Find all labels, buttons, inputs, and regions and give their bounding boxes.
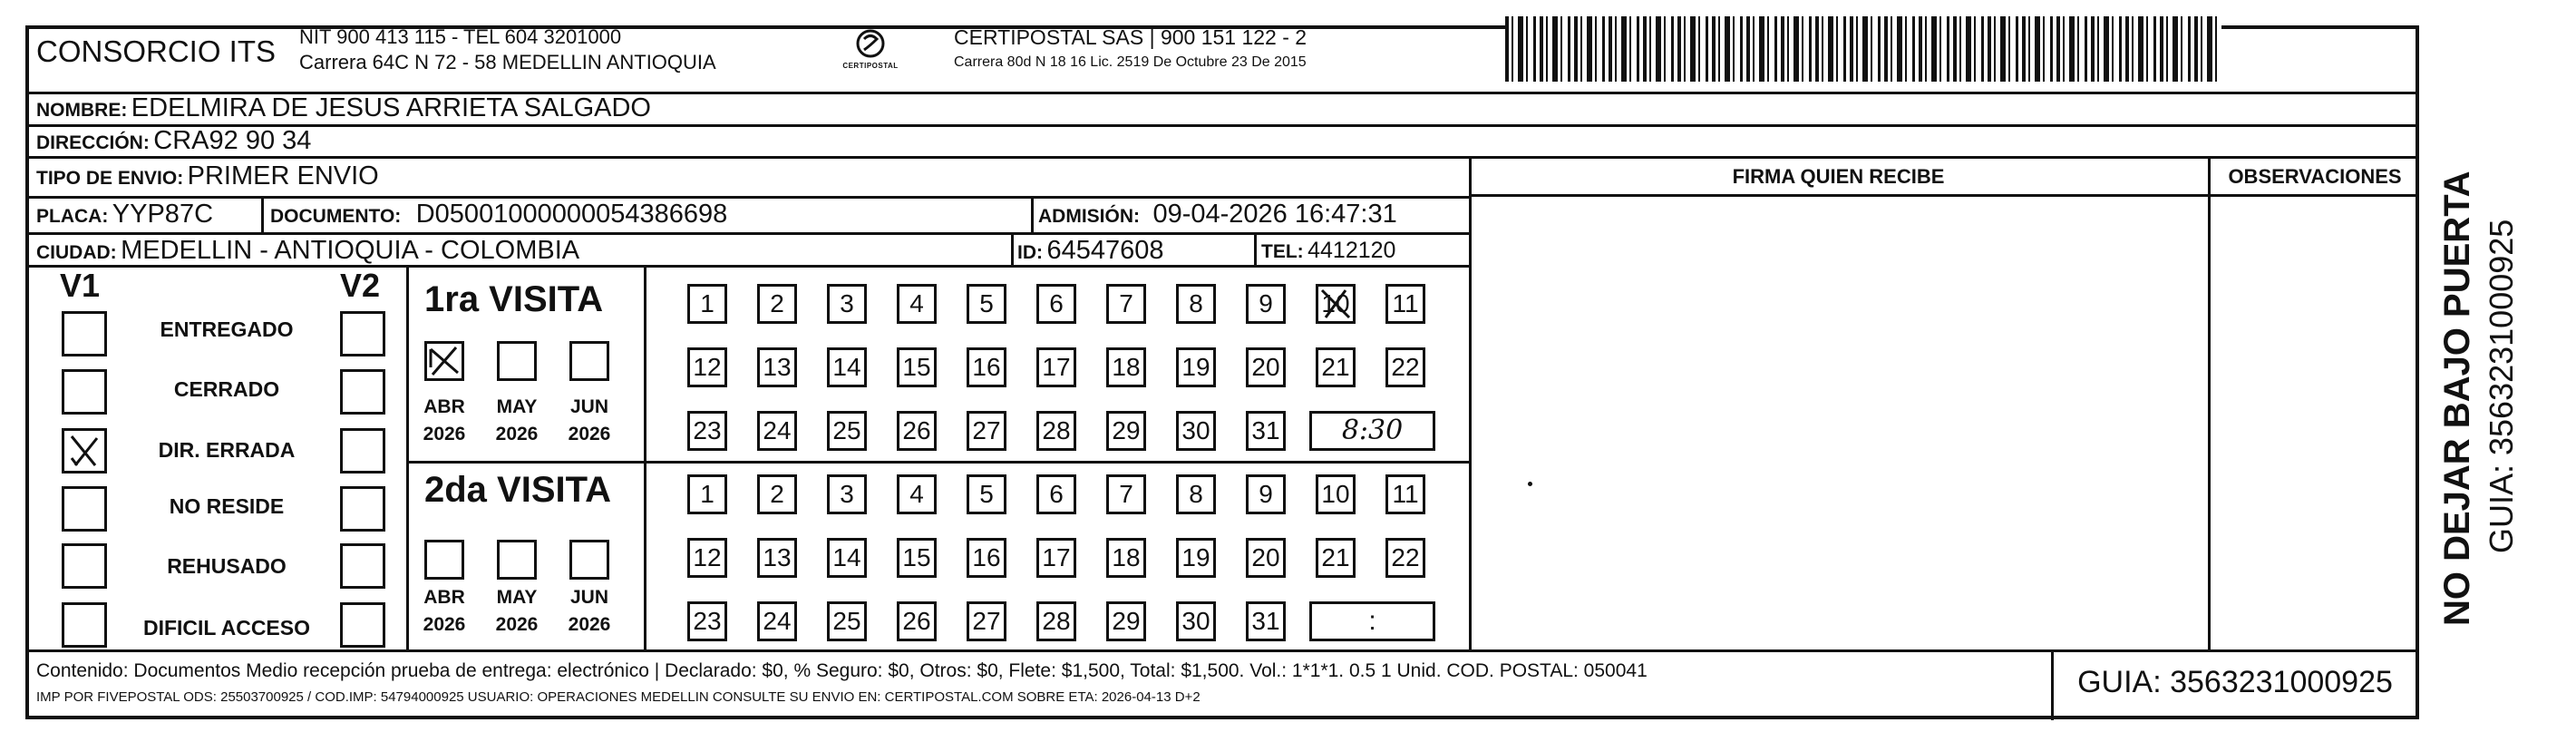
visit-2-day-20[interactable]: 20: [1246, 538, 1286, 578]
admision-field: [1038, 200, 1397, 229]
ciudad-label: CIUDAD:: [36, 242, 117, 263]
visit-1-month-jun-label: JUN: [569, 396, 608, 417]
visit-1-month-may-checkbox[interactable]: [497, 341, 537, 381]
visit-1-day-6[interactable]: 6: [1036, 284, 1076, 324]
v1-header: V1: [60, 267, 101, 304]
visit-1-year-may: 2026: [495, 424, 539, 444]
signature-mark: [1528, 482, 1532, 486]
visit-1-day-16[interactable]: 16: [967, 347, 1006, 387]
visit-2-day-21[interactable]: 21: [1316, 538, 1356, 578]
visit-1-day-5[interactable]: 5: [967, 284, 1006, 324]
visit-2-day-24[interactable]: 24: [757, 601, 797, 641]
status-cerrado-label: CERRADO: [173, 377, 280, 401]
visit-2-month-may-label: MAY: [496, 587, 538, 608]
visit-1-day-20[interactable]: 20: [1246, 347, 1286, 387]
certipostal-logo: [834, 27, 907, 77]
v1-checkbox-rehusado[interactable]: [62, 543, 107, 589]
visit-2-day-14[interactable]: 14: [827, 538, 867, 578]
visit-1-day-10[interactable]: 10: [1316, 284, 1356, 324]
visit-1-day-9[interactable]: 9: [1246, 284, 1286, 324]
admision-value: 09-04-2026 16:47:31: [1152, 200, 1397, 229]
v1-checkbox-no-reside[interactable]: [62, 486, 107, 532]
visit-1-time-field[interactable]: [1309, 411, 1435, 451]
visit-1-month-abr-label: ABR: [423, 396, 465, 417]
nombre-field: [36, 93, 651, 123]
id-value: 64547608: [1046, 236, 1164, 265]
visit-2-year-jun: 2026: [568, 614, 611, 635]
visit-1-day-8[interactable]: 8: [1176, 284, 1216, 324]
visit-2-day-17[interactable]: 17: [1036, 538, 1076, 578]
visit-1-day-30[interactable]: 30: [1176, 411, 1216, 451]
visit-2-month-may-checkbox[interactable]: [497, 540, 537, 580]
nombre-value: EDELMIRA DE JESUS ARRIETA SALGADO: [131, 93, 651, 122]
tel-field: [1261, 238, 1395, 264]
visit-1-day-14[interactable]: 14: [827, 347, 867, 387]
visit-2-day-23[interactable]: 23: [687, 601, 727, 641]
direccion-value: CRA92 90 34: [153, 126, 312, 155]
direccion-label: DIRECCIÓN:: [36, 132, 150, 153]
visit-2-day-26[interactable]: 26: [897, 601, 937, 641]
footer-guia: GUIA: 3563231000925: [2077, 665, 2393, 699]
visit-2-time-value: :: [1368, 606, 1376, 636]
status-entregado-label: ENTREGADO: [160, 317, 294, 341]
certipostal-company: CERTIPOSTAL SAS | 900 151 122 - 2: [954, 25, 1307, 49]
v2-header: V2: [340, 267, 381, 304]
tel-label: TEL:: [1261, 241, 1304, 262]
placa-field: [36, 200, 213, 229]
visit-1-year-abr: 2026: [423, 424, 466, 444]
visit-2-day-29[interactable]: 29: [1106, 601, 1146, 641]
visit-2-day-2[interactable]: 2: [757, 474, 797, 514]
visit-1-day-27[interactable]: 27: [967, 411, 1006, 451]
ciudad-value: MEDELLIN - ANTIOQUIA - COLOMBIA: [121, 236, 580, 265]
visit-1-day-23[interactable]: 23: [687, 411, 727, 451]
visit-2-year-abr: 2026: [423, 614, 466, 635]
visit-2-title: 2da VISITA: [424, 470, 611, 510]
documento-value: D05001000000054386698: [415, 200, 728, 229]
visit-2-time-field[interactable]: [1309, 601, 1435, 641]
v2-checkbox-rehusado[interactable]: [340, 543, 385, 589]
status-rehusado-label: REHUSADO: [167, 554, 287, 578]
visit-2-day-25[interactable]: 25: [827, 601, 867, 641]
visit-1-day-7[interactable]: 7: [1106, 284, 1146, 324]
visit-1-day-24[interactable]: 24: [757, 411, 797, 451]
visit-2-day-11[interactable]: 11: [1385, 474, 1425, 514]
placa-value: YYP87C: [112, 200, 214, 229]
v1-checkbox-dificil-acceso[interactable]: [62, 602, 107, 648]
visit-1-day-11[interactable]: 11: [1385, 284, 1425, 324]
v2-checkbox-no-reside[interactable]: [340, 486, 385, 532]
visit-2-day-1[interactable]: 1: [687, 474, 727, 514]
observaciones-label: OBSERVACIONES: [2228, 165, 2402, 188]
status-no-reside-label: NO RESIDE: [169, 494, 285, 518]
visit-2-month-jun-label: JUN: [569, 587, 608, 608]
signature-area[interactable]: [1472, 197, 2208, 649]
certipostal-logo-text: CERTIPOSTAL: [842, 62, 899, 70]
visit-1-time-value: 8:30: [1341, 415, 1404, 446]
v2-checkbox-cerrado[interactable]: [340, 369, 385, 415]
visit-2-day-30[interactable]: 30: [1176, 601, 1216, 641]
id-label: ID:: [1017, 242, 1043, 263]
certipostal-address: Carrera 80d N 18 16 Lic. 2519 De Octubre 23 De 2015: [954, 54, 1307, 70]
visit-2-day-12[interactable]: 12: [687, 538, 727, 578]
nombre-label: NOMBRE:: [36, 100, 128, 121]
visit-1-day-12[interactable]: 12: [687, 347, 727, 387]
tipo-envio-label: TIPO DE ENVIO:: [36, 168, 184, 189]
side-guia: GUIA: 3563231000925: [2483, 219, 2520, 553]
visit-1-day-18[interactable]: 18: [1106, 347, 1146, 387]
v1-checkbox-dir-errada[interactable]: [62, 428, 107, 474]
status-dificil-acceso-label: DIFICIL ACCESO: [142, 616, 310, 639]
v1-checkbox-entregado[interactable]: [62, 311, 107, 356]
tipo-envio-field: [36, 161, 379, 191]
v2-checkbox-entregado[interactable]: [340, 311, 385, 356]
visit-2-day-3[interactable]: 3: [827, 474, 867, 514]
direccion-field: [36, 126, 311, 156]
visit-2-day-10[interactable]: 10: [1316, 474, 1356, 514]
visit-2-year-may: 2026: [495, 614, 539, 635]
visit-2-day-5[interactable]: 5: [967, 474, 1006, 514]
v2-checkbox-dir-errada[interactable]: [340, 428, 385, 474]
visit-2-day-4[interactable]: 4: [897, 474, 937, 514]
documento-label: DOCUMENTO:: [270, 206, 402, 227]
id-field: [1017, 236, 1163, 266]
visit-1-day-21[interactable]: 21: [1316, 347, 1356, 387]
visit-1-day-22[interactable]: 22: [1385, 347, 1425, 387]
tel-value: 4412120: [1307, 238, 1396, 263]
barcode-icon: [1505, 16, 2221, 82]
company-nit: NIT 900 413 115 - TEL 604 3201000: [299, 25, 622, 48]
visit-1-day-15[interactable]: 15: [897, 347, 937, 387]
observaciones-area[interactable]: [2211, 197, 2419, 649]
company-name: CONSORCIO ITS: [36, 34, 277, 68]
visit-1-day-4[interactable]: 4: [897, 284, 937, 324]
visit-1-day-31[interactable]: 31: [1246, 411, 1286, 451]
visit-1-day-1[interactable]: 1: [687, 284, 727, 324]
tipo-envio-value: PRIMER ENVIO: [187, 161, 379, 190]
visit-2-day-31[interactable]: 31: [1246, 601, 1286, 641]
v1-checkbox-cerrado[interactable]: [62, 369, 107, 415]
documento-field: [270, 200, 727, 229]
visit-1-day-3[interactable]: 3: [827, 284, 867, 324]
visit-1-day-25[interactable]: 25: [827, 411, 867, 451]
visit-2-month-jun-checkbox[interactable]: [569, 540, 609, 580]
visit-2-month-abr-checkbox[interactable]: [424, 540, 464, 580]
visit-1-day-26[interactable]: 26: [897, 411, 937, 451]
admision-label: ADMISIÓN:: [1038, 206, 1140, 227]
placa-label: PLACA:: [36, 206, 109, 227]
visit-2-day-8[interactable]: 8: [1176, 474, 1216, 514]
visit-1-month-abr-checkbox[interactable]: [424, 341, 464, 381]
checked-cross-icon: [64, 431, 104, 471]
visit-1-day-13[interactable]: 13: [757, 347, 797, 387]
visit-1-day-28[interactable]: 28: [1036, 411, 1076, 451]
footer-imp: IMP POR FIVEPOSTAL ODS: 25503700925 / COD.IMP: 54794000925 USUARIO: OPERACIONES MEDELLIN CONSULTE SU ENVIO EN: CERTIPOSTAL.COM SOBRE ETA: 2026-04-13 D+2: [36, 689, 1201, 705]
visit-1-day-2[interactable]: 2: [757, 284, 797, 324]
visit-2-day-18[interactable]: 18: [1106, 538, 1146, 578]
status-dir-errada-label: DIR. ERRADA: [158, 438, 296, 462]
visit-2-day-28[interactable]: 28: [1036, 601, 1076, 641]
visit-2-month-abr-label: ABR: [423, 587, 465, 608]
visit-2-day-13[interactable]: 13: [757, 538, 797, 578]
visit-1-year-jun: 2026: [568, 424, 611, 444]
visit-2-day-7[interactable]: 7: [1106, 474, 1146, 514]
visit-1-day-29[interactable]: 29: [1106, 411, 1146, 451]
v2-checkbox-dificil-acceso[interactable]: [340, 602, 385, 648]
visit-1-title: 1ra VISITA: [424, 279, 604, 319]
footer-contenido: Contenido: Documentos Medio recepción prueba de entrega: electrónico | Declarado: $0, % Seguro: $0, Otros: $0, Flete: $1,500, Total: $1,500. Vol.: 1*1*1. 0.5 1 Unid. COD. POSTAL: 050041: [36, 660, 1648, 681]
checked-cross-icon: [427, 344, 462, 378]
visit-2-day-16[interactable]: 16: [967, 538, 1006, 578]
ciudad-field: [36, 236, 579, 266]
firma-label: FIRMA QUIEN RECIBE: [1732, 165, 1945, 188]
visit-1-month-may-label: MAY: [496, 396, 538, 417]
side-warning: NO DEJAR BAJO PUERTA: [2437, 171, 2477, 626]
visit-2-day-27[interactable]: 27: [967, 601, 1006, 641]
visit-2-day-6[interactable]: 6: [1036, 474, 1076, 514]
visit-2-day-19[interactable]: 19: [1176, 538, 1216, 578]
visit-2-day-15[interactable]: 15: [897, 538, 937, 578]
visit-1-day-19[interactable]: 19: [1176, 347, 1216, 387]
visit-2-day-22[interactable]: 22: [1385, 538, 1425, 578]
visit-1-day-17[interactable]: 17: [1036, 347, 1076, 387]
visit-2-day-9[interactable]: 9: [1246, 474, 1286, 514]
company-address: Carrera 64C N 72 - 58 MEDELLIN ANTIOQUIA: [299, 51, 716, 73]
visit-1-month-jun-checkbox[interactable]: [569, 341, 609, 381]
